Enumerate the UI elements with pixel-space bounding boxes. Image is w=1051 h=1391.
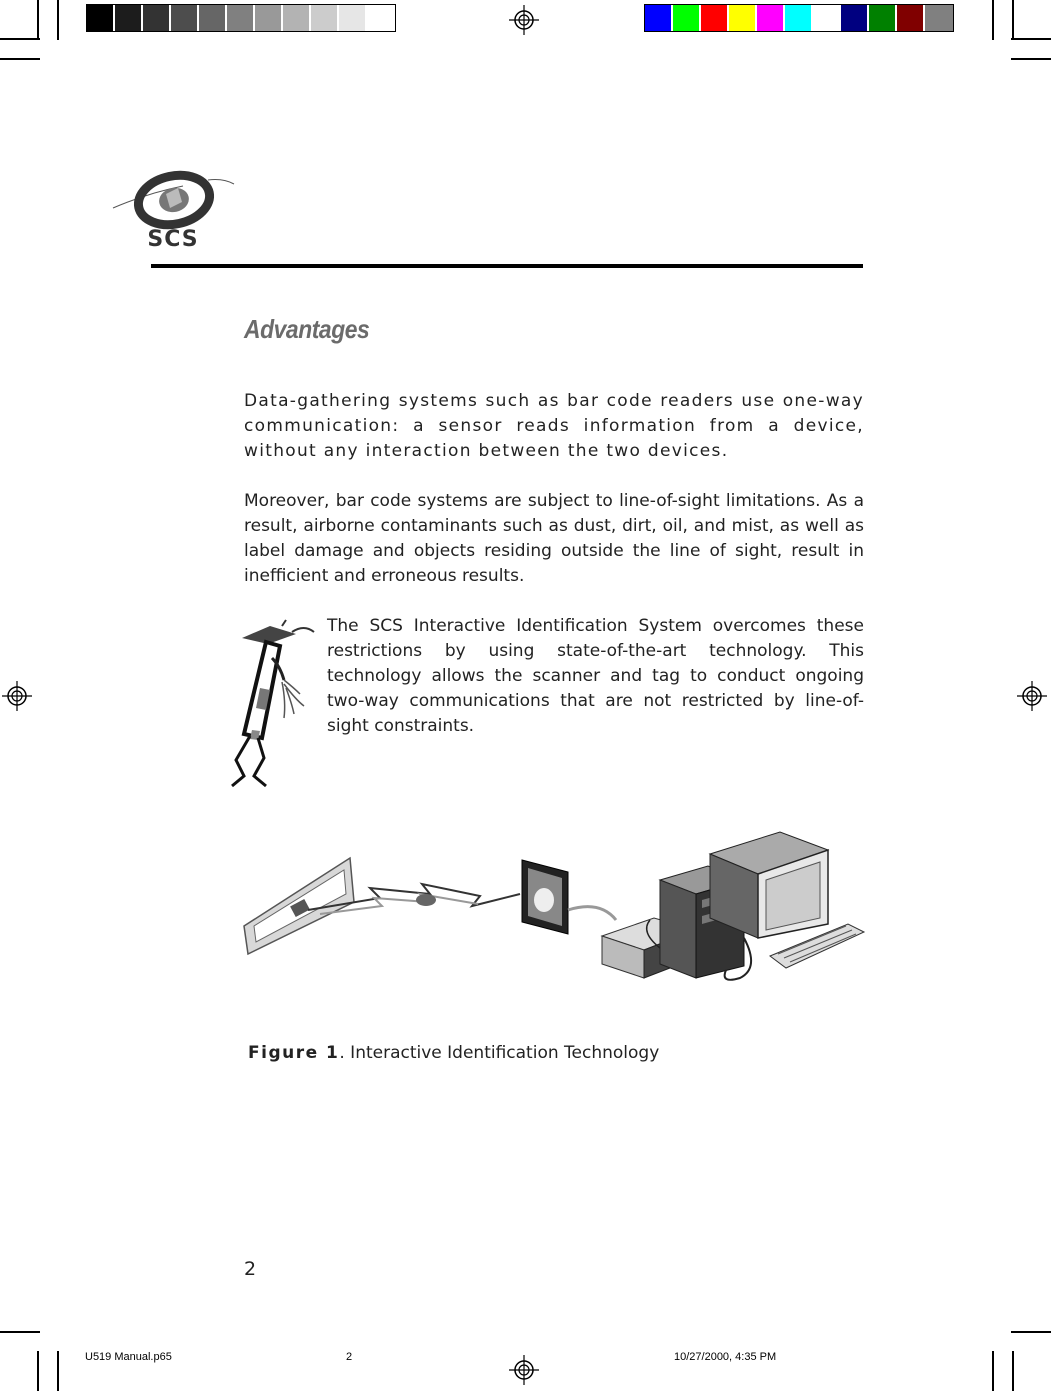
slug-page: 2 xyxy=(346,1351,353,1363)
color-swatch xyxy=(87,5,115,31)
registration-mark-icon xyxy=(509,5,539,35)
color-swatch xyxy=(255,5,283,31)
color-swatch xyxy=(673,5,701,31)
color-swatch xyxy=(785,5,813,31)
color-swatch xyxy=(227,5,255,31)
color-swatch xyxy=(143,5,171,31)
slug-filename: U519 Manual.p65 xyxy=(85,1351,172,1363)
color-swatch xyxy=(367,5,395,31)
cartoon-tag-character xyxy=(222,618,320,790)
section-heading: Advantages xyxy=(244,314,370,344)
header-rule xyxy=(151,264,863,268)
color-swatch xyxy=(115,5,143,31)
color-swatch xyxy=(841,5,869,31)
color-swatch xyxy=(311,5,339,31)
registration-mark-icon xyxy=(2,681,32,711)
color-swatch xyxy=(283,5,311,31)
figure-caption-text: . Interactive Identification Technology xyxy=(339,1043,660,1063)
process-color-bar xyxy=(644,4,954,32)
paragraph-line-of-sight: Moreover, bar code systems are subject to line-of-sight limitations. As a result, airborne contaminants such as dust, dirt, oil, and mist, as well as label damage and objects residing outside the line of sight, result in inefficient and erroneous results. xyxy=(244,491,864,586)
svg-text:SCS: SCS xyxy=(147,227,199,252)
paragraph-scs-system: The SCS Interactive Identification System overcomes these restrictions by using state-of-the-art technology. This technology allows the scanner and tag to conduct ongoing two-way communications that are not restricted by line-of-sight constraints. xyxy=(327,616,864,736)
slug-timestamp: 10/27/2000, 4:35 PM xyxy=(674,1351,777,1363)
grayscale-color-bar xyxy=(86,4,396,32)
registration-mark-icon xyxy=(509,1355,539,1385)
color-swatch xyxy=(729,5,757,31)
scs-logo xyxy=(108,158,238,253)
color-swatch xyxy=(645,5,673,31)
color-swatch xyxy=(339,5,367,31)
registration-mark-icon xyxy=(1017,681,1047,711)
color-swatch xyxy=(813,5,841,31)
color-swatch xyxy=(897,5,925,31)
paragraph-one-way-communication: Data-gathering systems such as bar code readers use one-way communication: a sensor reads information from a device, without any interaction between the two devices. xyxy=(244,391,864,461)
page-number: 2 xyxy=(244,1258,257,1280)
color-swatch xyxy=(701,5,729,31)
color-swatch xyxy=(171,5,199,31)
color-swatch xyxy=(925,5,953,31)
interactive-identification-illustration xyxy=(240,828,866,998)
figure-caption xyxy=(248,1043,659,1063)
color-swatch xyxy=(757,5,785,31)
figure-label: Figure 1 xyxy=(248,1043,340,1063)
color-swatch xyxy=(199,5,227,31)
color-swatch xyxy=(869,5,897,31)
